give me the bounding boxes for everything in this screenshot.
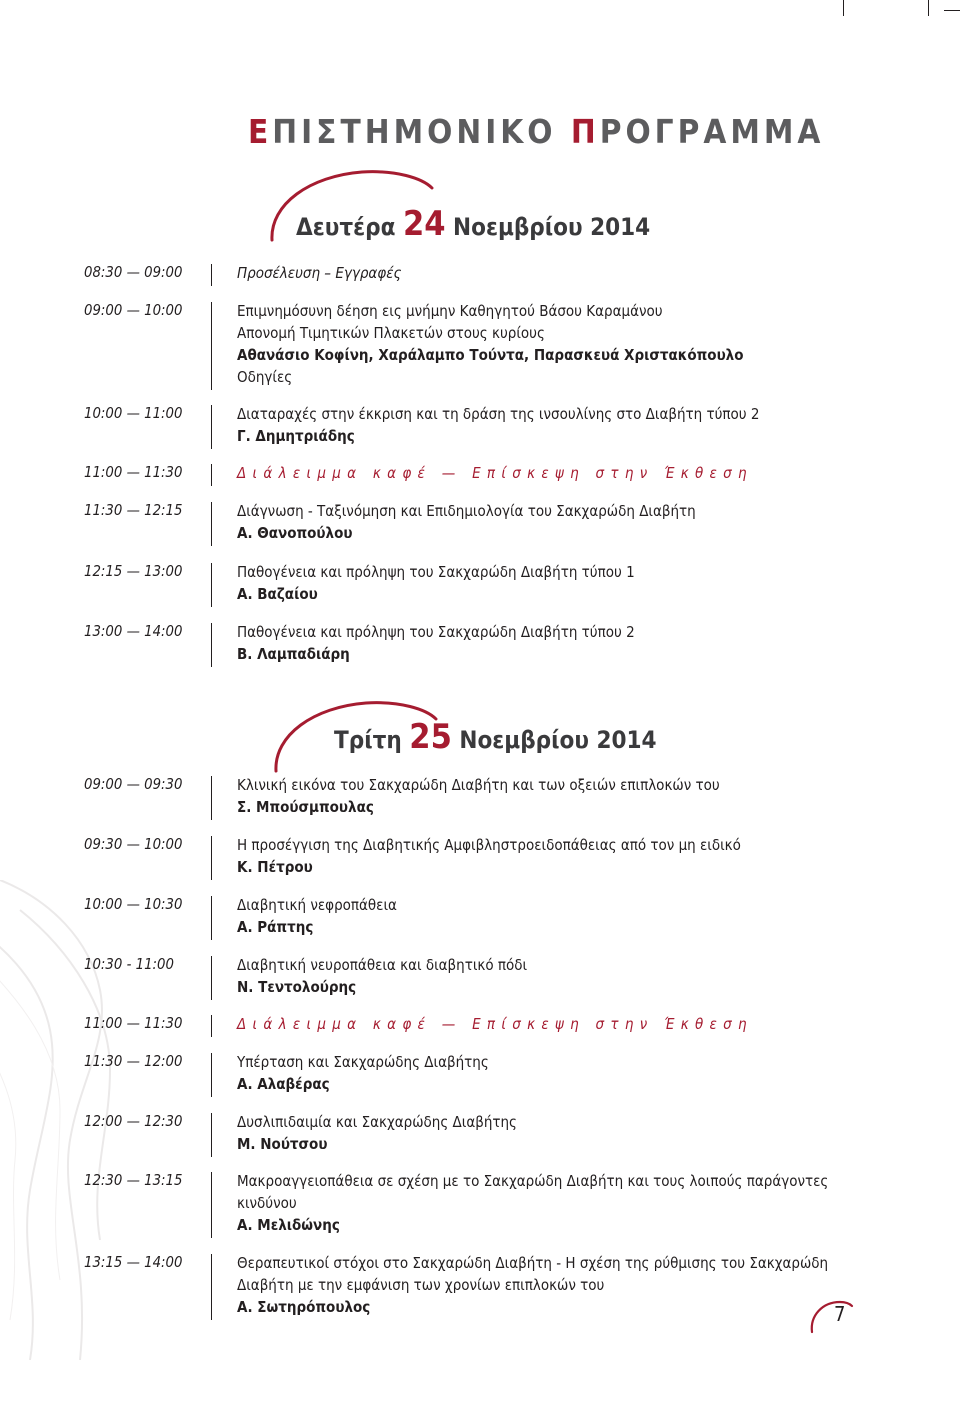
session-title: Μακροαγγειοπάθεια σε σχέση με το Σακχαρώδη Διαβήτη και τους λοιπούς παράγοντες (237, 1172, 829, 1190)
coffee-break-label: Διάλειμμα καφέ — Επίσκεψη στην Έκθεση (237, 1015, 753, 1033)
divider (211, 776, 212, 820)
divider (211, 1254, 212, 1320)
session-time: 09:00 — 10:00 (84, 302, 183, 319)
session-time: 08:30 — 09:00 (84, 264, 183, 281)
session-time: 11:00 — 11:30 (84, 1015, 183, 1032)
divider (211, 264, 212, 286)
speaker-name: Γ. Δημητριάδης (237, 427, 355, 445)
session-title: Θεραπευτικοί στόχοι στο Σακχαρώδη Διαβήτη - Η σχέση της ρύθμισης του Σακχαρώδη (237, 1254, 829, 1272)
divider (211, 896, 212, 940)
session-time: 13:00 — 14:00 (84, 623, 183, 640)
day-weekday: Τρίτη (334, 726, 402, 754)
divider (211, 302, 212, 390)
divider (211, 1172, 212, 1238)
day-weekday: Δευτέρα (296, 213, 396, 241)
page-number (806, 1296, 856, 1336)
honorees: Αθανάσιο Κοφίνη, Χαράλαμπο Τούντα, Παρασκευά Χριστακόπουλο (237, 346, 744, 364)
speaker-name: Σ. Μπούσμπουλας (237, 798, 374, 816)
crop-mark (928, 0, 929, 16)
day-number: 24 (402, 204, 446, 244)
speaker-name: Α. Ράπτης (237, 918, 314, 936)
session-title: Διάγνωση - Ταξινόμηση και Επιδημιολογία του Σακχαρώδη Διαβήτη (237, 502, 696, 520)
speaker-name: Κ. Πέτρου (237, 858, 313, 876)
session-time: 12:00 — 12:30 (84, 1113, 183, 1130)
speaker-name: Α. Μελιδώνης (237, 1216, 340, 1234)
session-title: Παθογένεια και πρόληψη του Σακχαρώδη Διαβήτη τύπου 2 (237, 623, 635, 641)
divider (211, 1053, 212, 1097)
session-title: Δυσλιπιδαιμία και Σακχαρώδης Διαβήτης (237, 1113, 517, 1131)
divider (211, 956, 212, 1000)
crop-mark (843, 0, 844, 16)
session-time: 11:00 — 11:30 (84, 464, 183, 481)
session-title: Διαβητική νευροπάθεια και διαβητικό πόδι (237, 956, 528, 974)
session-time: 09:00 — 09:30 (84, 776, 183, 793)
session-title: Κλινική εικόνα του Σακχαρώδη Διαβήτη και των οξειών επιπλοκών του (237, 776, 720, 794)
session-time: 12:15 — 13:00 (84, 563, 183, 580)
divider (211, 836, 212, 880)
speaker-name: Α. Σωτηρόπουλος (237, 1298, 371, 1316)
speaker-name: Α. Αλαβέρας (237, 1075, 330, 1093)
divider (211, 1113, 212, 1157)
session-title: Απονομή Τιμητικών Πλακετών στους κυρίους (237, 324, 545, 342)
session-time: 09:30 — 10:00 (84, 836, 183, 853)
divider (211, 563, 212, 607)
divider (211, 405, 212, 449)
divider (211, 623, 212, 667)
session-time: 10:30 - 11:00 (84, 956, 174, 973)
session-time: 10:00 — 10:30 (84, 896, 183, 913)
page-number-arc (806, 1296, 856, 1336)
speaker-name: Β. Λαμπαδιάρη (237, 645, 350, 663)
session-time: 10:00 — 11:00 (84, 405, 183, 422)
day-number: 25 (409, 717, 452, 757)
day-heading-tuesday (334, 717, 657, 759)
page-number-text: 7 (834, 1302, 846, 1326)
coffee-break-label: Διάλειμμα καφέ — Επίσκεψη στην Έκθεση (237, 464, 753, 482)
divider (211, 1015, 212, 1037)
divider (211, 502, 212, 546)
session-title: κινδύνου (237, 1194, 297, 1212)
day-month-year: Νοεμβρίου 2014 (459, 726, 657, 754)
page-title: ΕΠΙΣΤΗΜΟΝΙΚΟ ΠΡΟΓΡΑΜΜΑ (248, 112, 825, 151)
session-time: 11:30 — 12:15 (84, 502, 183, 519)
divider (211, 464, 212, 486)
speaker-name: Ν. Τεντολούρης (237, 978, 357, 996)
session-title: Επιμνημόσυνη δέηση εις μνήμην Καθηγητού Βάσου Καραμάνου (237, 302, 663, 320)
session-title: Παθογένεια και πρόληψη του Σακχαρώδη Διαβήτη τύπου 1 (237, 563, 635, 581)
session-title: Διαταραχές στην έκκριση και τη δράση της ινσουλίνης στο Διαβήτη τύπου 2 (237, 405, 760, 423)
session-title: Διαβήτη με την εμφάνιση των χρονίων επιπλοκών του (237, 1276, 605, 1294)
crop-mark (944, 10, 960, 11)
session-time: 11:30 — 12:00 (84, 1053, 183, 1070)
session-title: Διαβητική νεφροπάθεια (237, 896, 397, 914)
speaker-name: Α. Βαζαίου (237, 585, 318, 603)
session-title: Προσέλευση – Εγγραφές (237, 264, 402, 282)
speaker-name: Α. Θανοπούλου (237, 524, 353, 542)
session-time: 13:15 — 14:00 (84, 1254, 183, 1271)
session-title: Οδηγίες (237, 368, 293, 386)
session-time: 12:30 — 13:15 (84, 1172, 183, 1189)
session-title: Η προσέγγιση της Διαβητικής Αμφιβληστροειδοπάθειας από τον μη ειδικό (237, 836, 741, 854)
session-title: Υπέρταση και Σακχαρώδης Διαβήτης (237, 1053, 489, 1071)
day-heading-monday (296, 204, 651, 246)
speaker-name: Μ. Νούτσου (237, 1135, 328, 1153)
day-month-year: Νοεμβρίου 2014 (453, 213, 651, 241)
